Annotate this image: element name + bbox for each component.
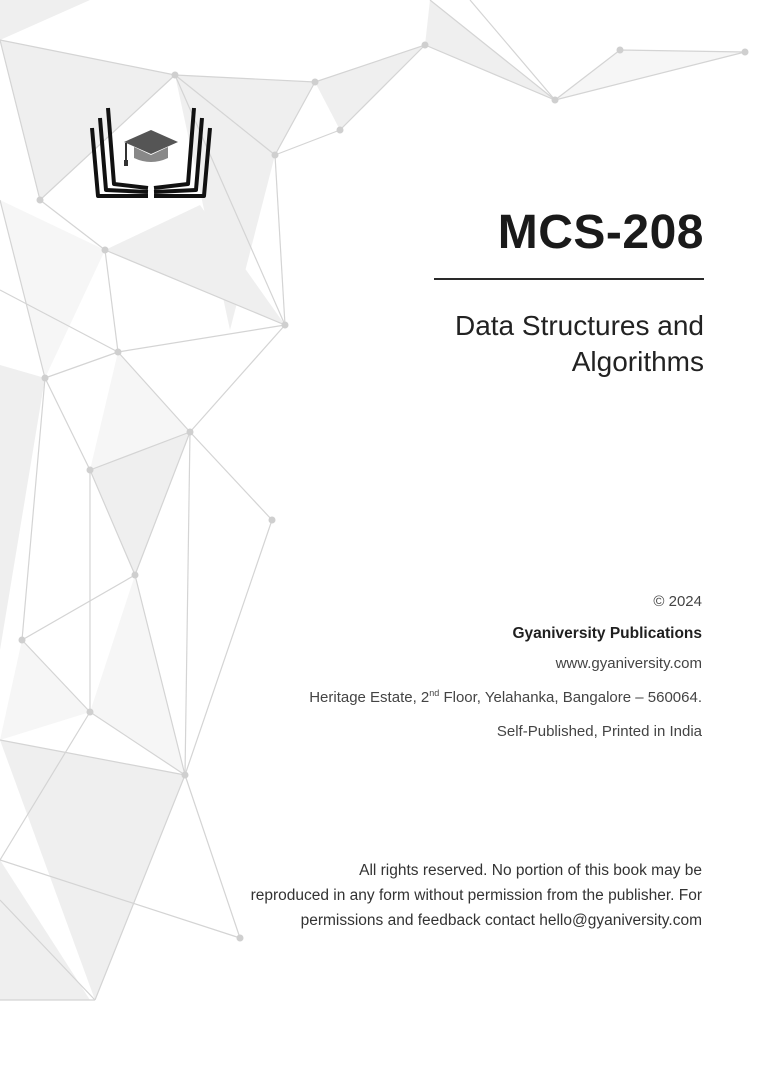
address-part-2: Floor, Yelahanka, Bangalore – 560064.	[439, 689, 702, 706]
book-title-line-1: Data Structures and	[454, 310, 704, 341]
book-title	[304, 308, 704, 380]
open-book-graduation-cap-icon	[86, 100, 216, 198]
publisher-name: Gyaniversity Publications	[512, 625, 702, 642]
publisher-info	[182, 590, 702, 744]
rights-notice	[102, 858, 702, 933]
book-title-line-2: Algorithms	[571, 346, 704, 377]
copyright-year: © 2024	[653, 593, 702, 610]
rights-line-3: permissions and feedback contact hello@gyaniversity.com	[300, 912, 702, 929]
printing-note: Self-Published, Printed in India	[496, 723, 702, 740]
rights-line-1: All rights reserved. No portion of this book may be	[359, 862, 702, 879]
rights-line-2: reproduced in any form without permission from the publisher. For	[250, 887, 702, 904]
publisher-website: www.gyaniversity.com	[555, 655, 702, 672]
address-part-1: Heritage Estate, 2	[309, 689, 430, 706]
publisher-address	[182, 686, 702, 710]
title-divider	[434, 278, 704, 280]
course-code: MCS-208	[497, 206, 704, 259]
address-superscript: nd	[429, 688, 440, 698]
